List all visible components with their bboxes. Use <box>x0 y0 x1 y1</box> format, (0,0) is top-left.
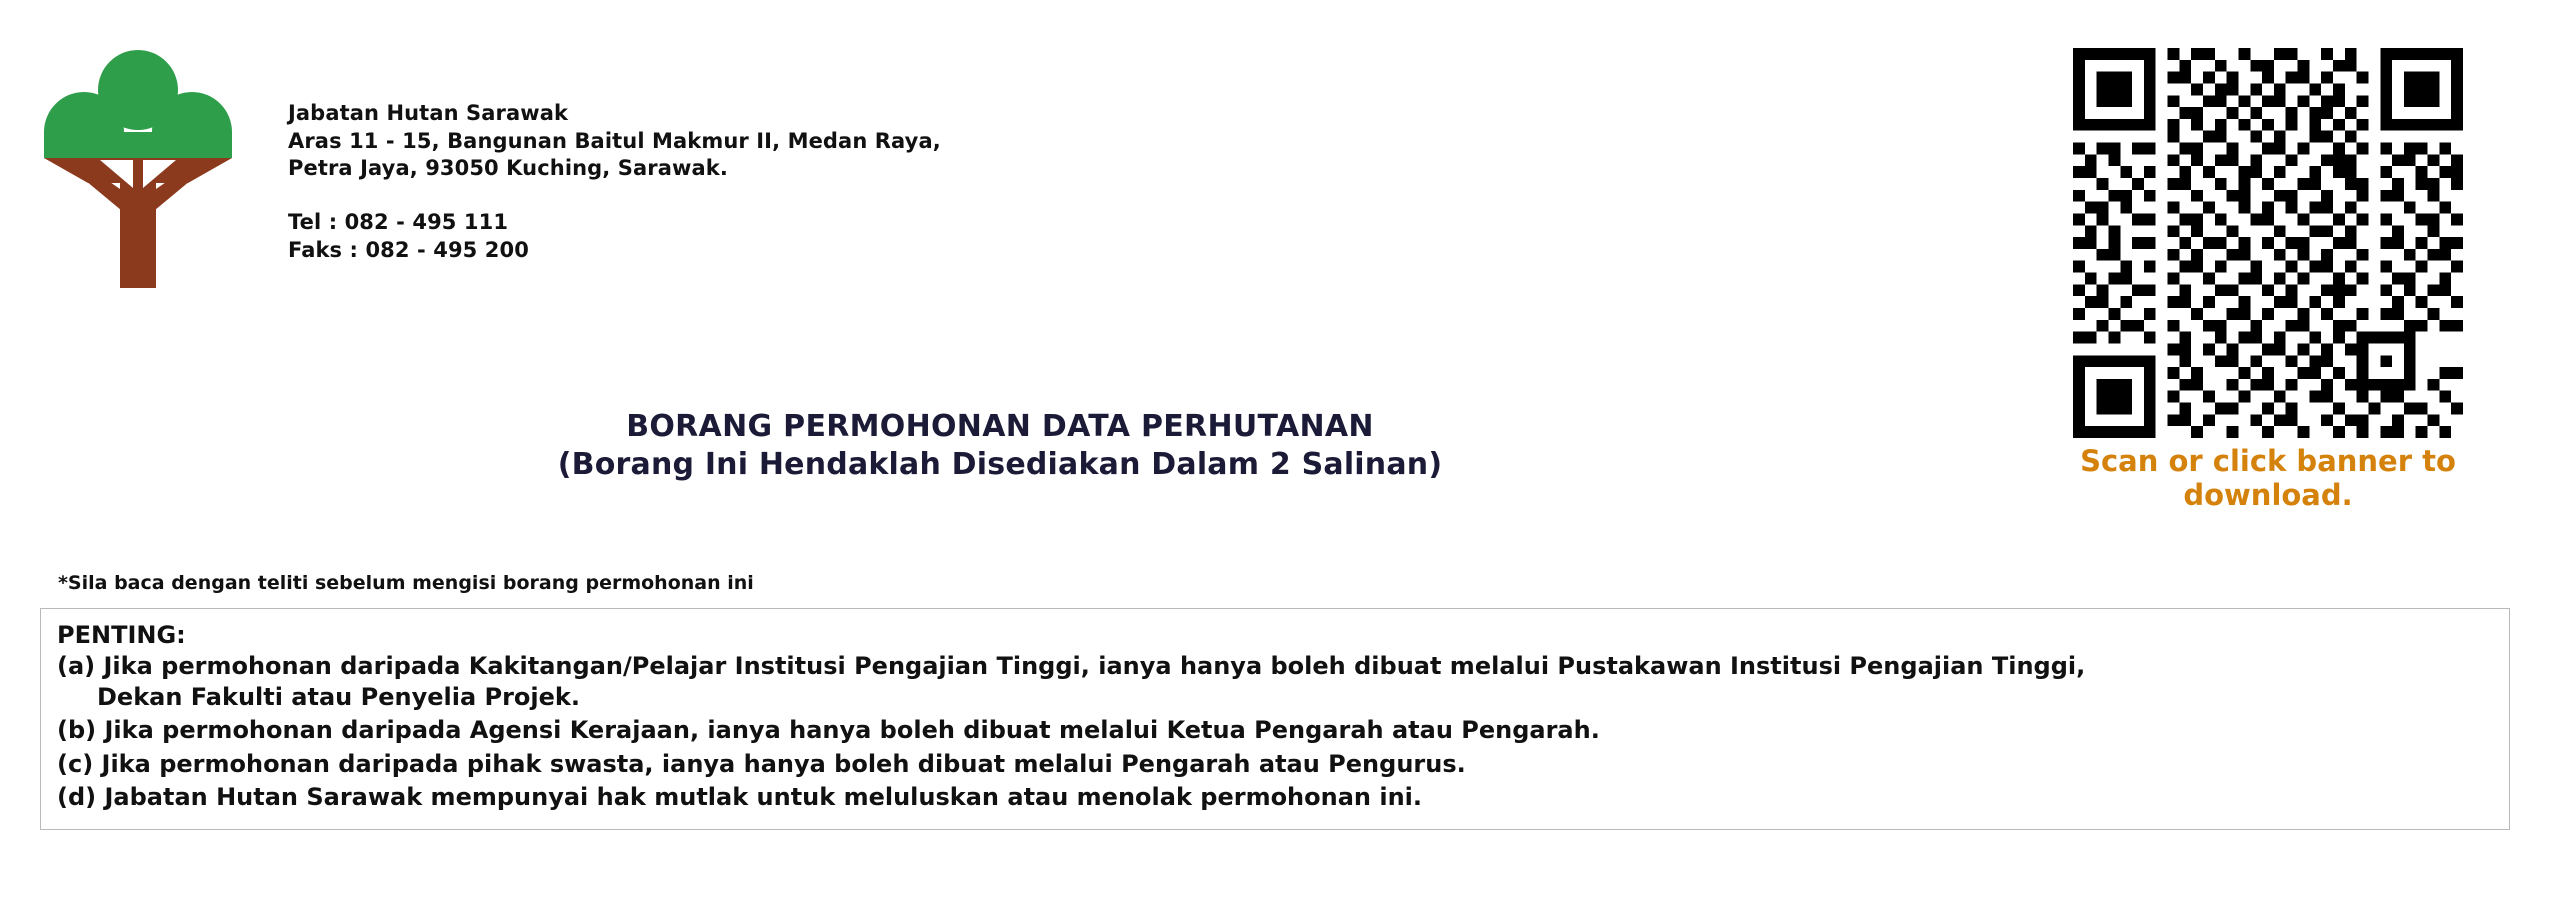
qr-caption-line-2: download. <box>2183 478 2353 513</box>
address-line-1: Aras 11 - 15, Bangunan Baitul Makmur II, Medan Raya, <box>288 128 941 153</box>
qr-banner[interactable] <box>2068 48 2468 512</box>
qr-code-icon[interactable] <box>2073 48 2463 438</box>
important-notice-box <box>40 608 2510 830</box>
important-item <box>57 782 2493 813</box>
important-item-continuation: Dekan Fakulti atau Penyelia Projek. <box>97 683 580 712</box>
important-item-text: (a) Jika permohonan daripada Kakitangan/Pelajar Institusi Pengajian Tinggi, ianya hanya boleh dibuat melalui Pustakawan Institusi Pengajian Tinggi, <box>57 652 2086 680</box>
address-spacer <box>288 183 941 209</box>
jabatan-hutan-sarawak-tree-logo <box>38 48 238 298</box>
organization-address-block <box>288 100 941 265</box>
important-item-text: (b) Jika permohonan daripada Agensi Kerajaan, ianya hanya boleh dibuat melalui Ketua Pengarah atau Pengarah. <box>57 716 1600 745</box>
fax-number: Faks : 082 - 495 200 <box>288 237 529 262</box>
form-title: BORANG PERMOHONAN DATA PERHUTANAN <box>626 409 1374 444</box>
read-carefully-note: *Sila baca dengan teliti sebelum mengisi borang permohonan ini <box>58 572 754 594</box>
address-line-2: Petra Jaya, 93050 Kuching, Sarawak. <box>288 156 728 181</box>
important-item <box>57 749 2493 780</box>
page-title <box>0 408 2000 485</box>
organization-name: Jabatan Hutan Sarawak <box>288 101 569 125</box>
important-heading: PENTING: <box>57 621 186 649</box>
important-item <box>57 715 2493 746</box>
important-item <box>57 651 2493 713</box>
important-item-text: (c) Jika permohonan daripada pihak swasta, ianya hanya boleh dibuat melalui Pengarah atau Pengurus. <box>57 749 1466 778</box>
telephone-number: Tel : 082 - 495 111 <box>288 210 509 235</box>
qr-caption-line-1: Scan or click banner to <box>2080 444 2456 478</box>
important-item-text: (d) Jabatan Hutan Sarawak mempunyai hak mutlak untuk meluluskan atau menolak permohonan ini. <box>57 782 1423 811</box>
form-subtitle: (Borang Ini Hendaklah Disediakan Dalam 2 Salinan) <box>557 447 1443 483</box>
qr-caption <box>2068 444 2468 512</box>
